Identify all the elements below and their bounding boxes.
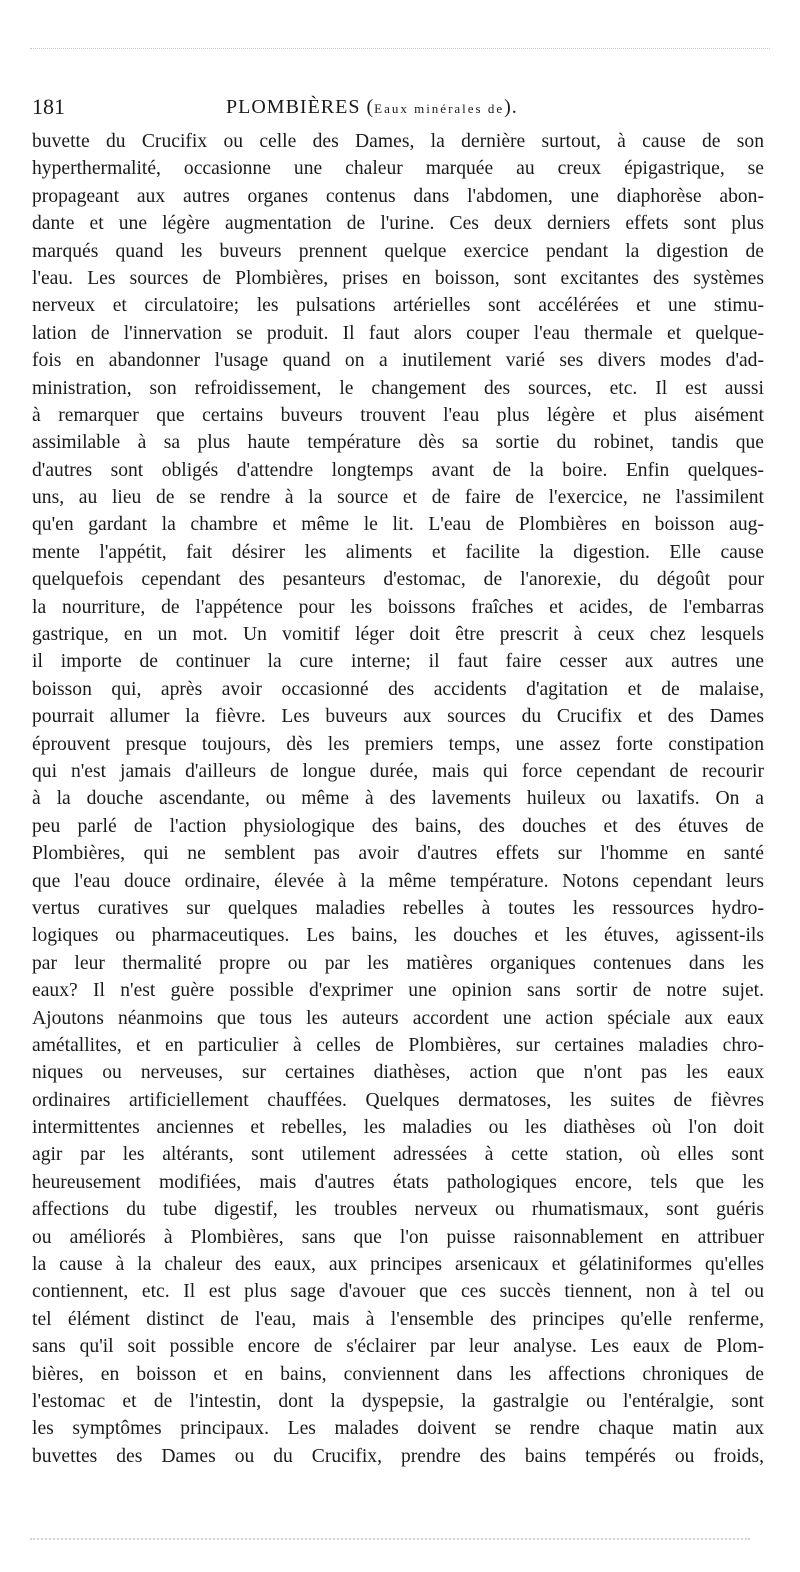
text-line: l'eau. Les sources de Plombières, prises en boisson, sont excitantes des systèmes [32, 267, 764, 289]
text-line: bières, en boisson et en bains, conviennent dans les affections chroniques de [32, 1363, 764, 1385]
text-line: contiennent, etc. Il est plus sage d'avouer que ces succès tiennent, non à tel ou [32, 1281, 764, 1303]
text-line: Ajoutons néanmoins que tous les auteurs accordent une action spéciale aux eaux [32, 1007, 764, 1029]
text-line: marqués quand les buveurs prennent quelque exercice pendant la digestion de [32, 240, 764, 262]
running-head [226, 94, 518, 122]
text-line: la cause à la chaleur des eaux, aux principes arsenicaux et gélatiniformes qu'elles [32, 1254, 764, 1276]
text-line: nerveux et circulatoire; les pulsations artérielles sont accélérées et une stimu- [32, 295, 764, 317]
text-line: tel élément distinct de l'eau, mais à l'ensemble des principes qu'elle renferme, [32, 1308, 764, 1330]
running-head-end: ). [504, 96, 518, 118]
text-line: ou améliorés à Plombières, sans que l'on puisse raisonnablement en attribuer [32, 1226, 764, 1248]
scan-edge-top [30, 48, 770, 49]
text-line: eaux? Il n'est guère possible d'exprimer une opinion sans sortir de notre sujet. [32, 980, 764, 1002]
text-line: agir par les altérants, sont utilement adressées à cette station, où elles sont [32, 1144, 764, 1166]
text-line: sans qu'il soit possible encore de s'éclairer par leur analyse. Les eaux de Plom- [32, 1336, 764, 1358]
page-header [32, 94, 772, 124]
text-line: la nourriture, de l'appétence pour les boissons fraîches et acides, de l'embarras [32, 596, 764, 618]
text-line: niques ou nerveuses, sur certaines diathèses, action que n'ont pas les eaux [32, 1062, 764, 1084]
text-line: d'autres sont obligés d'attendre longtemps avant de la boire. Enfin quelques- [32, 459, 764, 481]
text-line: affections du tube digestif, les troubles nerveux ou rhumatismaux, sont guéris [32, 1199, 764, 1221]
text-line: par leur thermalité propre ou par les matières organiques contenues dans les [32, 952, 764, 974]
text-line: boisson qui, après avoir occasionné des accidents d'agitation et de malaise, [32, 678, 764, 700]
text-line: lation de l'innervation se produit. Il faut alors couper l'eau thermale et quelque- [32, 322, 764, 344]
text-line: ministration, son refroidissement, le changement des sources, etc. Il est aussi [32, 377, 764, 399]
text-line: pourrait allumer la fièvre. Les buveurs aux sources du Crucifix et des Dames [32, 706, 764, 728]
page-number: 181 [32, 94, 65, 119]
text-line: hyperthermalité, occasionne une chaleur marquée au creux épigastrique, se [32, 158, 764, 180]
text-line: vertus curatives sur quelques maladies rebelles à toutes les ressources hydro- [32, 897, 764, 919]
text-line: amétallites, et en particulier à celles de Plombières, sur certaines maladies chro- [32, 1034, 764, 1056]
text-line: buvettes des Dames ou du Crucifix, prendre des bains tempérés ou froids, [32, 1445, 764, 1467]
text-line: les symptômes principaux. Les malades doivent se rendre chaque matin aux [32, 1418, 764, 1440]
text-line: qui n'est jamais d'ailleurs de longue durée, mais qui force cependant de recourir [32, 760, 764, 782]
text-line: fois en abandonner l'usage quand on a inutilement varié ses divers modes d'ad- [32, 350, 764, 372]
text-line: dante et une légère augmentation de l'urine. Ces deux derniers effets sont plus [32, 213, 764, 235]
text-line: uns, au lieu de se rendre à la source et de faire de l'exercice, ne l'assimilent [32, 487, 764, 509]
text-line: buvette du Crucifix ou celle des Dames, la dernière surtout, à cause de son [32, 131, 764, 152]
text-line: à la douche ascendante, ou même à des lavements huileux ou laxatifs. On a [32, 788, 764, 810]
text-line: à remarquer que certains buveurs trouvent l'eau plus légère et plus aisément [32, 404, 764, 426]
text-line: l'estomac et de l'intestin, dont la dyspepsie, la gastralgie ou l'entéralgie, sont [32, 1390, 764, 1412]
text-line: peu parlé de l'action physiologique des bains, des douches et des étuves de [32, 815, 764, 837]
text-line: assimilable à sa plus haute température dès sa sortie du robinet, tandis que [32, 432, 764, 454]
body-text [32, 128, 764, 1470]
text-line: mente l'appétit, fait désirer les aliments et facilite la digestion. Elle cause [32, 541, 764, 563]
text-line: gastrique, en un mot. Un vomitif léger doit être prescrit à ceux chez lesquels [32, 624, 764, 646]
text-line: éprouvent presque toujours, dès les premiers temps, une assez forte constipation [32, 733, 764, 755]
running-head-small-caps: Eaux minérales de [374, 101, 505, 116]
text-line: propageant aux autres organes contenus dans l'abdomen, une diaphorèse abon- [32, 185, 764, 207]
running-head-main: PLOMBIÈRES ( [226, 96, 375, 118]
text-line: que l'eau douce ordinaire, élevée à la même température. Notons cependant leurs [32, 870, 764, 892]
text-line: Plombières, qui ne semblent pas avoir d'autres effets sur l'homme en santé [32, 843, 764, 865]
text-line: logiques ou pharmaceutiques. Les bains, les douches et les étuves, agissent-ils [32, 925, 764, 947]
text-line: qu'en gardant la chambre et même le lit. L'eau de Plombières en boisson aug- [32, 514, 764, 536]
text-line: il importe de continuer la cure interne; il faut faire cesser aux autres une [32, 651, 764, 673]
text-line: heureusement modifiées, mais d'autres états pathologiques encore, tels que les [32, 1171, 764, 1193]
scan-edge-bottom [30, 1538, 750, 1540]
text-line: quelquefois cependant des pesanteurs d'estomac, de l'anorexie, du dégoût pour [32, 569, 764, 591]
text-line: ordinaires artificiellement chauffées. Quelques dermatoses, les suites de fièvres [32, 1089, 764, 1111]
text-line: intermittentes anciennes et rebelles, les maladies ou les diathèses où l'on doit [32, 1117, 764, 1139]
